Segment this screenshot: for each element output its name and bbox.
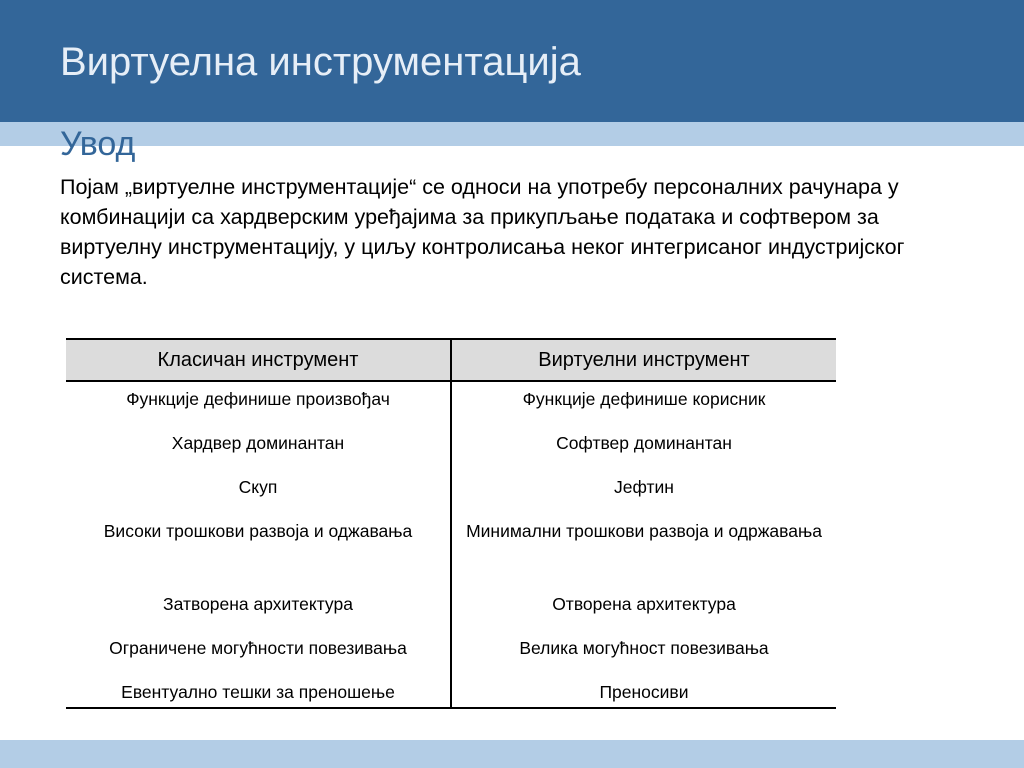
table-cell-classic: Евентуално тешки за преношење <box>66 675 451 708</box>
table-cell-virtual: Отворена архитектура <box>552 594 736 614</box>
table-cell-virtual: Јефтин <box>614 477 674 497</box>
slide-subtitle: Увод <box>60 125 136 163</box>
comparison-table <box>66 338 836 709</box>
table-row <box>66 470 836 514</box>
table-header-row <box>66 339 836 381</box>
footer-accent-stripe <box>0 740 1024 768</box>
column-header-classic: Класичан инструмент <box>66 339 451 381</box>
table-cell-classic: Хардвер доминантан <box>66 426 451 470</box>
table-cell-classic: Високи трошкови развоја и оджавања <box>66 514 451 587</box>
table-cell-virtual: Минимални трошкови развоја и одржавања <box>466 521 822 541</box>
table-cell-classic: Скуп <box>66 470 451 514</box>
column-header-virtual: Виртуелни инструмент <box>451 339 836 381</box>
table-row <box>66 381 836 426</box>
table-cell-virtual: Софтвер доминантан <box>556 433 732 453</box>
intro-paragraph: Појам „виртуелне инструментације“ се односи на употребу персоналних рачунара у комбинацији са хардверским уређајима за прикупљање података и софтвером за виртуелну инструментацију, у циљу контролисања неког интегрисаног индустријског система. <box>60 175 905 289</box>
table-row <box>66 514 836 587</box>
table-row <box>66 587 836 631</box>
header-accent-stripe <box>0 122 1024 146</box>
table-header <box>66 339 836 381</box>
slide-title: Виртуелна инструментација <box>60 40 581 84</box>
table-row <box>66 426 836 470</box>
table-row <box>66 675 836 708</box>
table-cell-virtual: Функције дефинише корисник <box>522 389 766 409</box>
table-body <box>66 381 836 708</box>
table-cell-classic: Затворена архитектура <box>66 587 451 631</box>
table-cell-classic: Ограничене могућности повезивања <box>66 631 451 675</box>
table-cell-virtual: Велика могућност повезивања <box>519 638 769 658</box>
table-cell-classic: Функције дефинише произвођач <box>66 381 451 426</box>
table-row <box>66 631 836 675</box>
table-cell-virtual: Преносиви <box>451 675 836 708</box>
